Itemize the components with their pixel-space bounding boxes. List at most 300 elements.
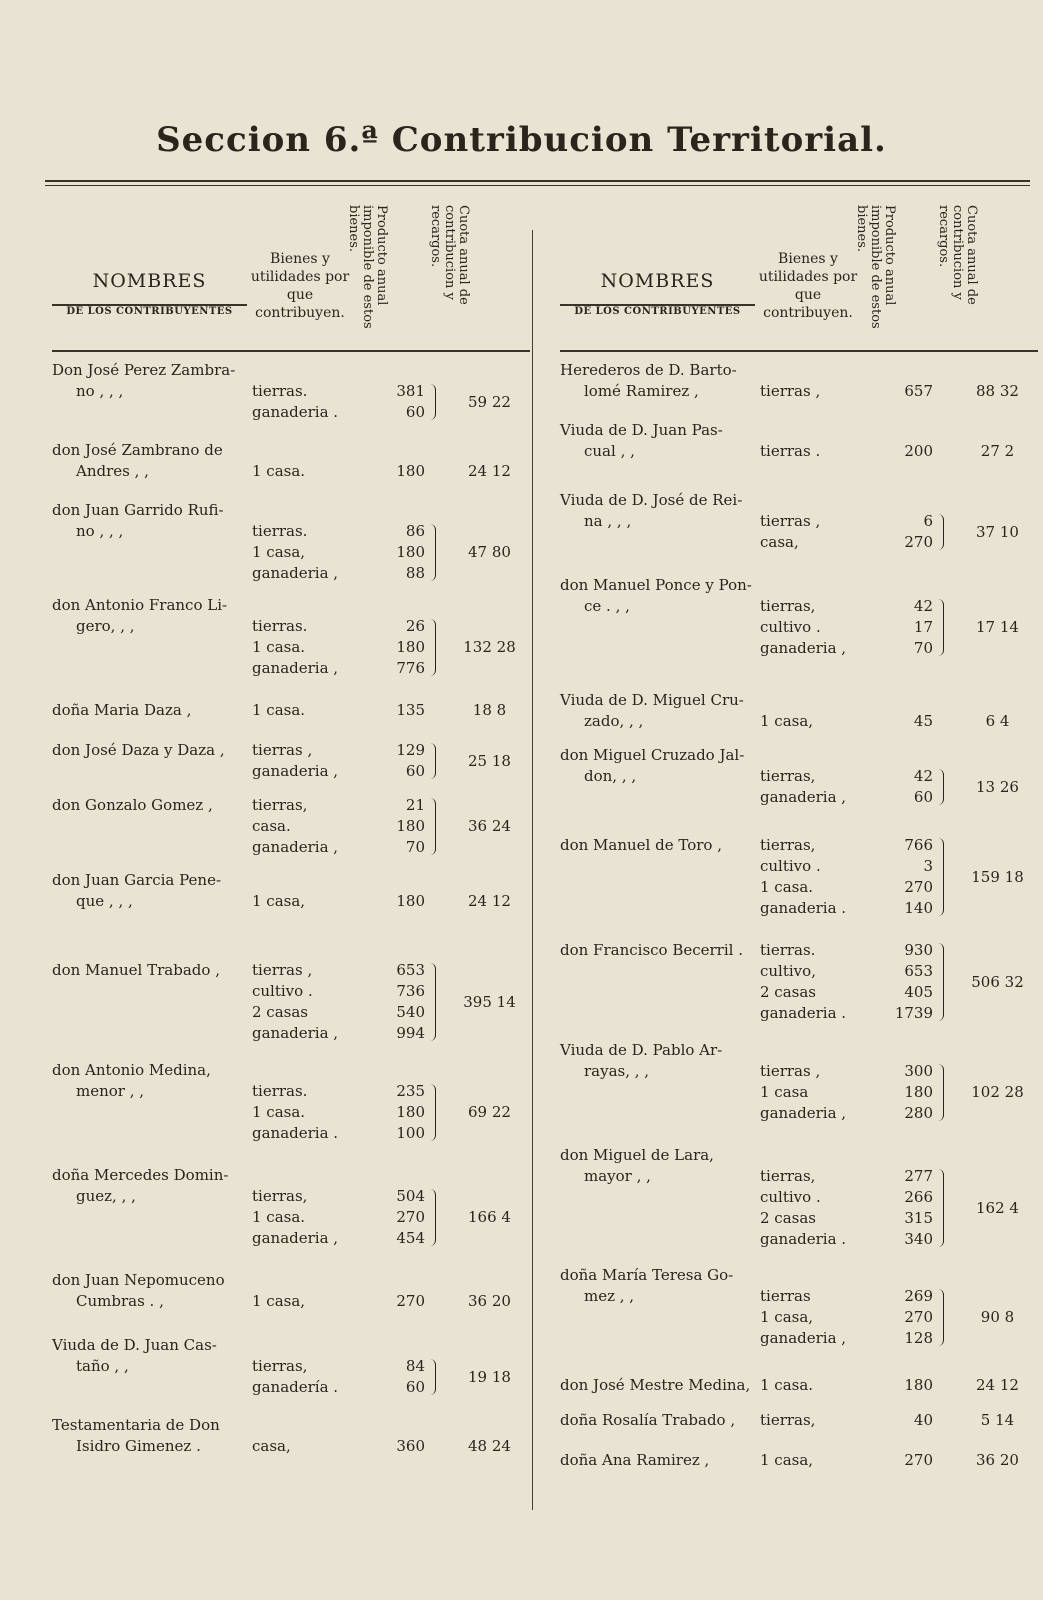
- product-value: 381: [396, 382, 425, 400]
- product-value: 86: [405, 522, 425, 540]
- property-list: [760, 1061, 860, 1124]
- title-rule: [45, 180, 1030, 182]
- property-item: ganaderia .: [252, 403, 339, 421]
- left-column: [52, 190, 530, 1455]
- contributor-name-line: Viuda de D. Juan Pas-: [560, 421, 723, 439]
- contributor-name: [52, 360, 252, 402]
- property-item: cultivo .: [760, 857, 821, 875]
- product-value: 1739: [894, 1004, 933, 1022]
- contributor-name-line: zado, , ,: [584, 712, 644, 730]
- contributor-name-line: doña Ana Ramirez ,: [560, 1451, 710, 1469]
- grouping-brace: [427, 798, 436, 855]
- property-item: tierras: [760, 1287, 811, 1305]
- contributor-name-line: don, , ,: [584, 767, 637, 785]
- cuota-value: 19 18: [468, 1367, 511, 1386]
- property-list: [252, 700, 352, 721]
- property-item: cultivo .: [760, 1188, 821, 1206]
- contributor-name: [560, 1265, 760, 1307]
- contributor-name: [560, 690, 760, 732]
- product-value: 180: [396, 1103, 425, 1121]
- product-values: [875, 940, 933, 1024]
- cuota-value: 159 18: [971, 867, 1024, 886]
- product-values: [367, 521, 425, 584]
- product-value: 180: [396, 543, 425, 561]
- product-value: 45: [913, 712, 933, 730]
- cuota-value: 47 80: [468, 543, 511, 561]
- contributor-name-line: rayas, , ,: [584, 1062, 650, 1080]
- table-header: [560, 190, 1038, 352]
- header-cuota: Cuota anual de contribucion y recargos.: [936, 205, 979, 305]
- cuota-value: 132 28: [463, 638, 516, 656]
- contributor-name-line: don Miguel Cruzado Jal-: [560, 746, 745, 764]
- property-item: 1 casa,: [252, 1292, 306, 1310]
- contributor-name-line: na , , ,: [584, 512, 632, 530]
- product-values: [367, 1291, 425, 1312]
- contributor-name: [560, 1145, 760, 1187]
- contributor-name-line: don Miguel de Lara,: [560, 1146, 714, 1164]
- contributor-name-line: gero, , ,: [76, 617, 135, 635]
- product-value: 657: [904, 382, 933, 400]
- property-item: 2 casas: [760, 983, 816, 1001]
- property-item: 2 casas: [252, 1003, 308, 1021]
- property-item: ganaderia ,: [252, 1024, 339, 1042]
- contributor-name-line: taño , ,: [76, 1357, 129, 1375]
- contributor-name: [52, 795, 252, 816]
- cuota-value: 102 28: [971, 1083, 1024, 1101]
- property-item: ganaderia ,: [252, 659, 339, 677]
- property-item: 1 casa,: [760, 1451, 814, 1469]
- property-item: ganaderia ,: [252, 1229, 339, 1247]
- property-item: tierras,: [760, 1411, 816, 1429]
- property-list: [760, 381, 860, 402]
- header-names-subtitle: DE LOS CONTRIBUYENTES: [560, 304, 755, 317]
- product-value: 454: [396, 1229, 425, 1247]
- property-list: [252, 1291, 352, 1312]
- property-list: [252, 521, 352, 584]
- header-names-subtitle: DE LOS CONTRIBUYENTES: [52, 304, 247, 317]
- contributor-name-line: don Juan Garcia Pene-: [52, 871, 222, 889]
- property-item: 1 casa,: [252, 543, 306, 561]
- contributor-name: [52, 700, 252, 721]
- cuota-value: 5 14: [980, 1411, 1015, 1429]
- header-bienes: Bienes y utilidades por que contribuyen.: [250, 251, 350, 321]
- contributor-name-line: Viuda de D. Miguel Cru-: [560, 691, 744, 709]
- product-value: 270: [904, 1451, 933, 1469]
- product-value: 180: [396, 817, 425, 835]
- cuota-value: 13 26: [976, 777, 1019, 796]
- product-value: 60: [405, 762, 425, 780]
- product-values: [875, 1166, 933, 1250]
- property-item: ganaderia ,: [760, 639, 847, 657]
- contributor-name-line: don Antonio Franco Li-: [52, 596, 228, 614]
- contributor-name: [560, 940, 760, 961]
- product-value: 6: [923, 512, 933, 530]
- product-value: 200: [904, 442, 933, 460]
- contributor-name-line: don José Mestre Medina,: [560, 1376, 751, 1394]
- cuota-value: 90 8: [980, 1308, 1015, 1326]
- product-values: [875, 1450, 933, 1471]
- property-item: ganaderia ,: [252, 838, 339, 856]
- property-item: tierras,: [760, 767, 816, 785]
- contributor-name: [52, 1415, 252, 1457]
- grouping-brace: [935, 838, 944, 916]
- property-list: [252, 1081, 352, 1144]
- contributor-name-line: doña Rosalía Trabado ,: [560, 1411, 736, 1429]
- header-cuota: Cuota anual de contribucion y recargos.: [428, 205, 471, 305]
- cuota-value: 395 14: [463, 992, 516, 1011]
- property-item: tierras,: [760, 597, 816, 615]
- product-values: [367, 795, 425, 858]
- product-values: [875, 381, 933, 402]
- cuota-value: 48 24: [468, 1437, 511, 1455]
- product-value: 70: [913, 639, 933, 657]
- property-item: 2 casas: [760, 1209, 816, 1227]
- product-value: 40: [913, 1411, 933, 1429]
- contributor-name: [52, 500, 252, 542]
- contributor-name-line: guez, , ,: [76, 1187, 136, 1205]
- product-value: 42: [913, 597, 933, 615]
- product-values: [367, 616, 425, 679]
- grouping-brace: [935, 943, 944, 1021]
- contributor-name: [52, 1335, 252, 1377]
- property-item: tierras ,: [252, 961, 313, 979]
- property-item: casa,: [252, 1437, 291, 1455]
- cuota-value: 37 10: [976, 522, 1019, 541]
- grouping-brace: [427, 384, 436, 420]
- property-item: 1 casa,: [760, 1308, 814, 1326]
- product-value: 540: [396, 1003, 425, 1021]
- contributor-name: [560, 490, 760, 532]
- contributor-name-line: doña Maria Daza ,: [52, 701, 192, 719]
- property-item: 1 casa: [760, 1083, 809, 1101]
- header-bienes: Bienes y utilidades por que contribuyen.: [758, 251, 858, 321]
- property-list: [760, 1166, 860, 1250]
- cuota-value: 36 20: [468, 1292, 511, 1310]
- grouping-brace: [427, 1084, 436, 1141]
- contributor-name-line: Isidro Gimenez .: [76, 1437, 201, 1455]
- table-header: [52, 190, 530, 352]
- product-value: 360: [396, 1437, 425, 1455]
- contributor-name-line: don Gonzalo Gomez ,: [52, 796, 213, 814]
- property-item: tierras,: [760, 836, 816, 854]
- product-values: [367, 960, 425, 1044]
- contributor-name-line: don Manuel de Toro ,: [560, 836, 722, 854]
- property-item: tierras .: [760, 442, 821, 460]
- product-value: 270: [396, 1208, 425, 1226]
- product-value: 140: [904, 899, 933, 917]
- property-list: [252, 891, 352, 912]
- grouping-brace: [935, 599, 944, 656]
- grouping-brace: [935, 1169, 944, 1247]
- contributor-name-line: no , , ,: [76, 522, 124, 540]
- product-value: 128: [904, 1329, 933, 1347]
- product-values: [875, 511, 933, 553]
- product-value: 776: [396, 659, 425, 677]
- right-column: [560, 190, 1038, 1469]
- property-item: tierras,: [252, 1187, 308, 1205]
- property-item: ganaderia ,: [760, 788, 847, 806]
- product-value: 70: [405, 838, 425, 856]
- property-item: tierras.: [252, 617, 308, 635]
- product-value: 269: [904, 1287, 933, 1305]
- property-list: [252, 795, 352, 858]
- property-list: [760, 596, 860, 659]
- product-value: 17: [913, 618, 933, 636]
- contributor-name-line: cual , ,: [584, 442, 635, 460]
- property-item: casa,: [760, 533, 799, 551]
- property-item: tierras,: [760, 1167, 816, 1185]
- product-value: 277: [904, 1167, 933, 1185]
- product-value: 21: [405, 796, 425, 814]
- property-item: tierras ,: [252, 741, 313, 759]
- contributor-name-line: doña María Teresa Go-: [560, 1266, 734, 1284]
- property-item: ganaderia .: [252, 1124, 339, 1142]
- cuota-value: 27 2: [980, 442, 1015, 460]
- property-list: [760, 766, 860, 808]
- product-value: 270: [904, 533, 933, 551]
- property-item: ganaderia .: [760, 1004, 847, 1022]
- property-item: 1 casa.: [252, 1103, 306, 1121]
- cuota-value: 506 32: [971, 972, 1024, 991]
- contributor-name: [560, 1040, 760, 1082]
- grouping-brace: [427, 619, 436, 676]
- product-value: 60: [405, 1378, 425, 1396]
- product-value: 930: [904, 941, 933, 959]
- contributor-name-line: Andres , ,: [76, 462, 149, 480]
- property-item: 1 casa.: [252, 638, 306, 656]
- contributor-name-line: don Manuel Ponce y Pon-: [560, 576, 752, 594]
- product-values: [875, 835, 933, 919]
- property-list: [252, 461, 352, 482]
- contributor-name: [560, 420, 760, 462]
- property-item: tierras.: [252, 382, 308, 400]
- contributor-name-line: don Juan Garrido Rufi-: [52, 501, 224, 519]
- property-list: [252, 1436, 352, 1457]
- grouping-brace: [427, 1359, 436, 1395]
- product-value: 270: [904, 878, 933, 896]
- cuota-value: 24 12: [468, 462, 511, 480]
- grouping-brace: [427, 1189, 436, 1246]
- contributor-name: [52, 440, 252, 482]
- contributor-name: [560, 835, 760, 856]
- product-values: [875, 441, 933, 462]
- product-value: 766: [904, 836, 933, 854]
- property-item: ganaderia ,: [252, 762, 339, 780]
- product-values: [875, 596, 933, 659]
- contributor-name: [560, 1410, 760, 1431]
- product-value: 129: [396, 741, 425, 759]
- property-item: ganaderia .: [760, 1230, 847, 1248]
- property-item: 1 casa,: [760, 712, 814, 730]
- product-value: 235: [396, 1082, 425, 1100]
- property-item: 1 casa.: [252, 462, 306, 480]
- property-list: [760, 1450, 860, 1471]
- header-producto: Producto anual imponible de estos bienes.: [346, 205, 389, 329]
- product-value: 180: [904, 1083, 933, 1101]
- grouping-brace: [427, 524, 436, 581]
- cuota-value: 25 18: [468, 751, 511, 770]
- contributor-name-line: Cumbras . ,: [76, 1292, 164, 1310]
- cuota-value: 59 22: [468, 392, 511, 411]
- property-item: tierras,: [252, 796, 308, 814]
- contributor-name-line: mez , ,: [584, 1287, 635, 1305]
- product-value: 180: [904, 1376, 933, 1394]
- contributor-name-line: don Antonio Medina,: [52, 1061, 211, 1079]
- product-value: 88: [405, 564, 425, 582]
- contributor-name: [52, 1060, 252, 1102]
- product-value: 653: [904, 962, 933, 980]
- contributor-name-line: Herederos de D. Barto-: [560, 361, 737, 379]
- contributor-name: [52, 1270, 252, 1312]
- product-values: [875, 711, 933, 732]
- product-value: 270: [396, 1292, 425, 1310]
- contributor-name: [52, 740, 252, 761]
- property-list: [760, 835, 860, 919]
- product-values: [875, 1286, 933, 1349]
- property-item: tierras.: [760, 941, 816, 959]
- property-list: [252, 381, 352, 423]
- grouping-brace: [427, 743, 436, 779]
- title-rule-thin: [45, 185, 1030, 186]
- product-value: 180: [396, 892, 425, 910]
- cuota-value: 166 4: [468, 1208, 511, 1226]
- property-item: tierras ,: [760, 512, 821, 530]
- grouping-brace: [427, 963, 436, 1041]
- header-names: [560, 270, 755, 317]
- property-item: tierras.: [252, 522, 308, 540]
- property-item: ganaderia ,: [760, 1329, 847, 1347]
- product-values: [367, 740, 425, 782]
- property-item: tierras,: [252, 1357, 308, 1375]
- contributor-name-line: don Manuel Trabado ,: [52, 961, 220, 979]
- product-values: [367, 700, 425, 721]
- property-list: [252, 1356, 352, 1398]
- product-value: 42: [913, 767, 933, 785]
- header-names-title: NOMBRES: [600, 270, 715, 292]
- property-list: [760, 940, 860, 1024]
- contributor-name-line: Viuda de D. José de Rei-: [560, 491, 743, 509]
- product-values: [367, 461, 425, 482]
- property-item: 1 casa.: [252, 701, 306, 719]
- property-list: [760, 1375, 860, 1396]
- product-value: 994: [396, 1024, 425, 1042]
- contributor-name: [560, 745, 760, 787]
- product-value: 60: [913, 788, 933, 806]
- product-value: 315: [904, 1209, 933, 1227]
- product-value: 340: [904, 1230, 933, 1248]
- property-list: [760, 511, 860, 553]
- product-value: 736: [396, 982, 425, 1000]
- contributor-name-line: ce . , ,: [584, 597, 630, 615]
- contributor-name: [52, 595, 252, 637]
- property-item: cultivo .: [760, 618, 821, 636]
- property-item: 1 casa.: [760, 1376, 814, 1394]
- product-value: 280: [904, 1104, 933, 1122]
- contributor-name-line: Don José Perez Zambra-: [52, 361, 236, 379]
- contributor-name: [560, 575, 760, 617]
- contributor-name-line: don Francisco Becerril .: [560, 941, 743, 959]
- contributor-name: [52, 960, 252, 981]
- product-values: [875, 1375, 933, 1396]
- cuota-value: 18 8: [472, 701, 507, 719]
- product-values: [875, 1410, 933, 1431]
- contributor-name: [52, 1165, 252, 1207]
- property-list: [252, 616, 352, 679]
- property-list: [252, 740, 352, 782]
- property-item: cultivo .: [252, 982, 313, 1000]
- product-value: 405: [904, 983, 933, 1001]
- product-value: 653: [396, 961, 425, 979]
- grouping-brace: [935, 769, 944, 805]
- product-value: 26: [405, 617, 425, 635]
- contributor-name-line: don Juan Nepomuceno: [52, 1271, 225, 1289]
- product-value: 270: [904, 1308, 933, 1326]
- header-names-title: NOMBRES: [92, 270, 207, 292]
- product-values: [367, 1356, 425, 1398]
- contributor-name-line: Viuda de D. Pablo Ar-: [560, 1041, 723, 1059]
- property-list: [252, 1186, 352, 1249]
- property-item: ganadería .: [252, 1378, 339, 1396]
- property-item: ganaderia ,: [252, 564, 339, 582]
- product-values: [367, 1186, 425, 1249]
- product-values: [367, 1081, 425, 1144]
- cuota-value: 88 32: [976, 382, 1019, 400]
- product-value: 84: [405, 1357, 425, 1375]
- cuota-value: 24 12: [976, 1376, 1019, 1394]
- property-item: 1 casa,: [252, 892, 306, 910]
- property-list: [760, 711, 860, 732]
- property-list: [760, 1286, 860, 1349]
- cuota-value: 69 22: [468, 1103, 511, 1121]
- property-item: tierras.: [252, 1082, 308, 1100]
- grouping-brace: [935, 514, 944, 550]
- product-value: 266: [904, 1188, 933, 1206]
- contributor-name-line: que , , ,: [76, 892, 133, 910]
- cuota-value: 6 4: [985, 712, 1010, 730]
- product-values: [367, 381, 425, 423]
- page-title: Seccion 6.ª Contribucion Territorial.: [156, 120, 887, 160]
- product-value: 180: [396, 462, 425, 480]
- property-item: tierras ,: [760, 1062, 821, 1080]
- contributor-name-line: lomé Ramirez ,: [584, 382, 699, 400]
- property-item: 1 casa.: [252, 1208, 306, 1226]
- product-values: [367, 1436, 425, 1457]
- contributor-name-line: doña Mercedes Domin-: [52, 1166, 229, 1184]
- contributor-name: [52, 870, 252, 912]
- property-item: tierras ,: [760, 382, 821, 400]
- product-value: 3: [923, 857, 933, 875]
- product-values: [367, 891, 425, 912]
- product-value: 504: [396, 1187, 425, 1205]
- contributor-name-line: mayor , ,: [584, 1167, 651, 1185]
- contributor-name-line: menor , ,: [76, 1082, 145, 1100]
- cuota-value: 36 24: [468, 817, 511, 835]
- contributor-name: [560, 360, 760, 402]
- product-value: 100: [396, 1124, 425, 1142]
- cuota-value: 162 4: [976, 1198, 1019, 1217]
- header-producto: Producto anual imponible de estos bienes.: [854, 205, 897, 329]
- property-list: [760, 441, 860, 462]
- product-value: 135: [396, 701, 425, 719]
- column-divider: [532, 230, 533, 1510]
- cuota-value: 24 12: [468, 892, 511, 910]
- contributor-name-line: don José Daza y Daza ,: [52, 741, 225, 759]
- grouping-brace: [935, 1289, 944, 1346]
- property-item: ganaderia ,: [760, 1104, 847, 1122]
- product-value: 300: [904, 1062, 933, 1080]
- property-list: [252, 960, 352, 1044]
- contributor-name-line: don José Zambrano de: [52, 441, 223, 459]
